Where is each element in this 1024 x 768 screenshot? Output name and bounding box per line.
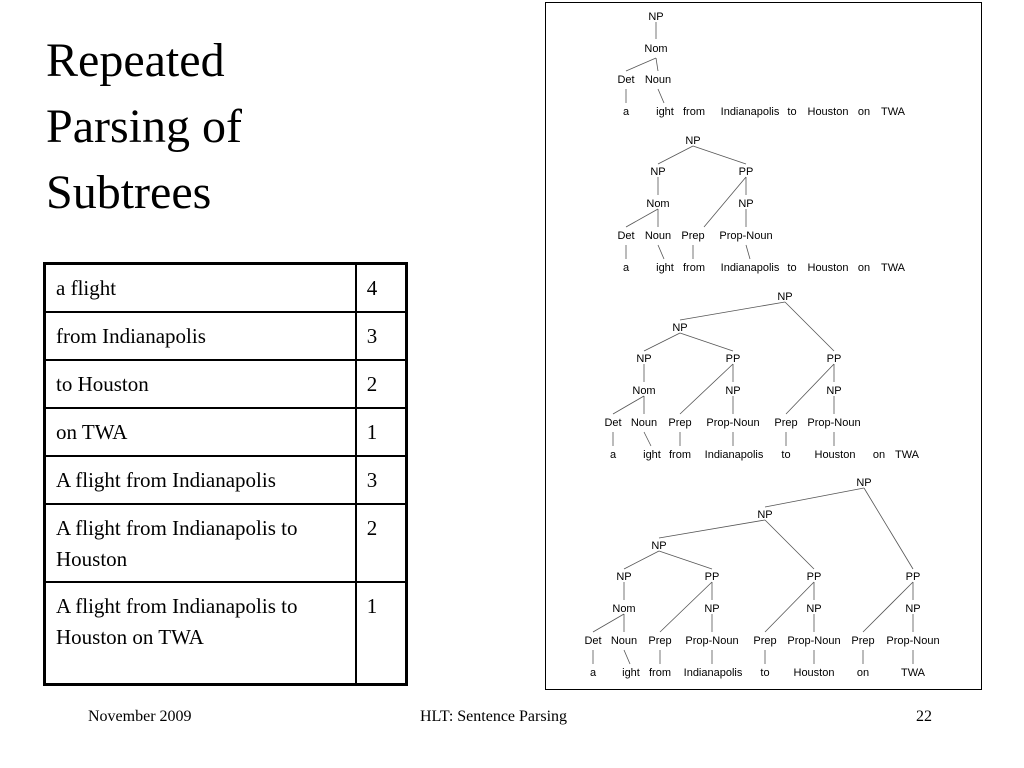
tree-word: TWA [894,449,920,461]
tree-word: Houston [793,667,835,679]
parse-trees-panel [545,2,982,690]
tree-word: Indianapolis [720,262,780,274]
tree-node-np: NP [648,11,664,23]
tree-word: a [609,449,617,461]
count-cell: 1 [356,582,407,685]
parse-tree-2 [617,135,905,274]
tree-word: on [872,449,886,461]
tree-word: on [856,667,870,679]
tree-word: Houston [807,262,849,274]
tree-node-nom: Nom [644,43,668,55]
tree-word: from [683,106,705,118]
tree-word: ight [656,106,674,118]
tree-node-nom: Nom [646,198,670,210]
title-line-3: Subtrees [46,166,212,219]
phrase-cell: a flight [45,264,356,312]
tree-word: TWA [880,262,906,274]
table-row [45,264,407,312]
tree-node-prop-noun: Prop-Noun [807,417,861,429]
tree-word: ight [656,262,674,274]
footer-course: HLT: Sentence Parsing [420,708,568,725]
tree-word: a [622,106,630,118]
tree-node-prep: Prep [753,635,777,647]
tree-word: ight [622,667,640,679]
tree-word: Houston [807,106,849,118]
tree-word: TWA [900,667,926,679]
tree-word: to [781,449,791,461]
tree-word: ight [643,449,661,461]
tree-node-np: NP [616,571,632,583]
tree-node-np-pp: NP [826,385,842,397]
tree-node-prop-noun: Prop-Noun [886,635,940,647]
tree-node-noun: Noun [644,74,672,86]
table-row [45,504,407,582]
tree-node-np-pp: NP [738,198,754,210]
tree-node-noun: Noun [644,230,672,242]
table-row [45,582,407,685]
phrase-cell: on TWA [45,408,356,456]
tree-node-nom: Nom [632,385,656,397]
count-cell: 3 [356,312,407,360]
parse-tree-1 [617,11,905,118]
tree-word: to [787,106,797,118]
tree-node-det: Det [617,74,635,86]
tree-node-prep: Prep [668,417,692,429]
tree-node-prep: Prep [774,417,798,429]
phrase-cell: from Indianapolis [45,312,356,360]
tree-node-prep: Prep [648,635,672,647]
tree-node-np-root: NP [777,291,793,303]
tree-node-pp: PP [738,166,754,178]
tree-node-prop-noun: Prop-Noun [787,635,841,647]
title-line-1: Repeated [46,34,225,87]
count-cell: 4 [356,264,407,312]
phrase-cell: to Houston [45,360,356,408]
tree-node-prop-noun: Prop-Noun [706,417,760,429]
tree-node-np: NP [650,166,666,178]
count-cell: 3 [356,456,407,504]
tree-word: TWA [880,106,906,118]
tree-node-det: Det [584,635,602,647]
tree-word: Houston [814,449,856,461]
tree-node-prep: Prep [681,230,705,242]
tree-word: from [683,262,705,274]
parse-tree-4 [584,477,939,679]
tree-node-np-mid: NP [672,322,688,334]
parse-trees-diagram [546,3,983,691]
tree-word: Indianapolis [720,106,780,118]
subtree-count-table [43,262,408,686]
tree-node-prop-noun: Prop-Noun [719,230,773,242]
tree-node-prep: Prep [851,635,875,647]
tree-node-np-pp: NP [704,603,720,615]
count-cell: 1 [356,408,407,456]
tree-node-nom: Nom [612,603,636,615]
tree-node-np-pp: NP [806,603,822,615]
tree-node-np-root: NP [685,135,701,147]
title-line-2: Parsing of [46,100,242,153]
tree-node-prop-noun: Prop-Noun [685,635,739,647]
tree-word: from [669,449,691,461]
slide-title [46,28,466,226]
tree-word: Indianapolis [704,449,764,461]
tree-node-np-pp: NP [905,603,921,615]
tree-node-np-root: NP [856,477,872,489]
tree-word: to [760,667,770,679]
footer-page-number: 22 [916,708,932,725]
table-row [45,360,407,408]
phrase-cell: A flight from Indianapolis [45,456,356,504]
tree-node-pp: PP [826,353,842,365]
tree-word: Indianapolis [683,667,743,679]
tree-node-noun: Noun [630,417,658,429]
tree-node-np-pp: NP [725,385,741,397]
tree-node-det: Det [604,417,622,429]
count-cell: 2 [356,504,407,582]
tree-node-np: NP [636,353,652,365]
tree-word: a [622,262,630,274]
tree-node-pp: PP [704,571,720,583]
tree-node-np: NP [651,540,667,552]
tree-node-np: NP [757,509,773,521]
tree-word: a [589,667,597,679]
table-row [45,312,407,360]
parse-tree-3 [604,291,919,461]
tree-node-pp: PP [725,353,741,365]
tree-word: on [857,106,871,118]
footer-date: November 2009 [88,708,192,725]
table-row [45,408,407,456]
tree-node-det: Det [617,230,635,242]
count-cell: 2 [356,360,407,408]
tree-node-pp: PP [905,571,921,583]
tree-node-noun: Noun [610,635,638,647]
phrase-cell: A flight from Indianapolis to Houston [45,504,356,582]
tree-word: from [649,667,671,679]
tree-word: on [857,262,871,274]
table-row [45,456,407,504]
tree-word: to [787,262,797,274]
tree-node-pp: PP [806,571,822,583]
phrase-cell: A flight from Indianapolis to Houston on TWA [45,582,356,685]
